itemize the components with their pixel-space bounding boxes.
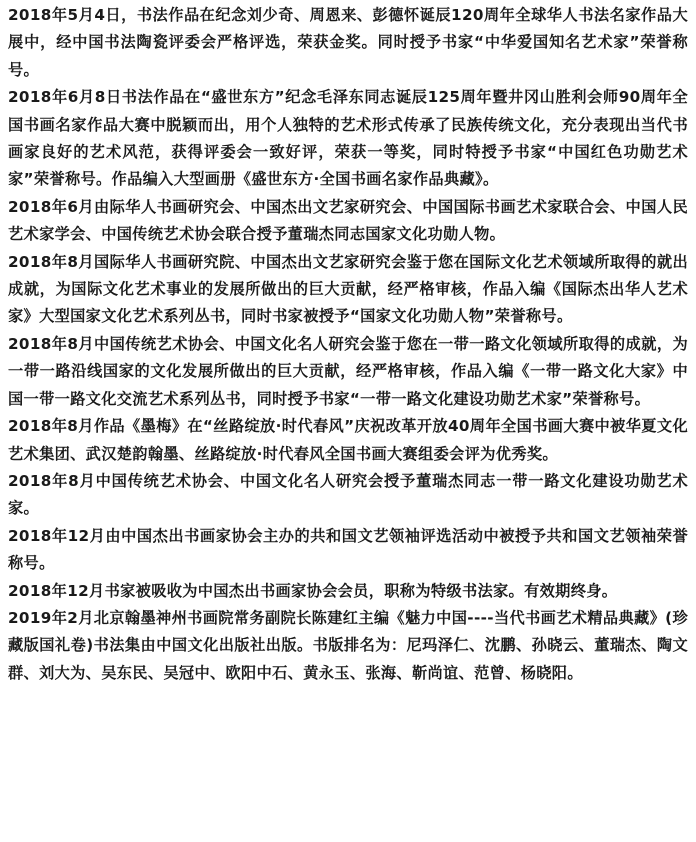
paragraph-2018-08-mo-mei: 2018年8月作品《墨梅》在“丝路绽放·时代春风”庆祝改革开放40周年全国书画大赛中被华夏文化艺术集团、武汉楚韵翰墨、丝路绽放·时代春风全国书画大赛组委会评为优秀奖。 — [8, 417, 688, 463]
paragraph-2018-05-award: 2018年5月4日，书法作品在纪念刘少奇、周恩来、彭德怀诞辰120周年全球华人书法名家作品大展中，经中国书法陶瓷评委会严格评选，荣获金奖。同时授予书家“中华爱国知名艺术家”荣誉称号。 — [8, 6, 688, 79]
paragraph-2018-12-membership: 2018年12月书家被吸收为中国杰出书画家协会会员，职称为特级书法家。有效期终身。 — [8, 581, 618, 600]
paragraph-2018-12-arts-leader: 2018年12月由中国杰出书画家协会主办的共和国文艺领袖评选活动中被授予共和国文艺领袖荣誉称号。 — [8, 526, 688, 573]
paragraph-2018-08-intl-artist: 2018年8月国际华人书画研究院、中国杰出文艺家研究会鉴于您在国际文化艺术领域所取得的就出成就，为国际文化艺术事业的发展所做出的巨大贡献，经严格审核，作品入编《国际杰出华人艺术家》大型国家文化艺术系列丛书，同时书家被授予“国家文化功勋人物”荣誉称号。 — [8, 252, 688, 326]
paragraph-2018-06-shengshi-dongfang: 2018年6月8日书法作品在“盛世东方”纪念毛泽东同志诞辰125周年暨井冈山胜利会师90周年全国书画名家作品大赛中脱颖而出，用个人独特的艺术形式传承了民族传统文化，充分表现出当代书画家良好的艺术风范，获得评委会一致好评，荣获一等奖，同时特授予书家“中国红色功勋艺术家”荣誉称号。作品编入大型画册《盛世东方·全国书画名家作品典藏》。 — [8, 88, 688, 189]
paragraph-2018-08-belt-road-master: 2018年8月中国传统艺术协会、中国文化名人研究会鉴于您在一带一路文化领域所取得的成就，为一带一路沿线国家的文化发展所做出的巨大贡献，经严格审核，作品入编《一带一路文化大家》中国一带一路文化交流艺术系列丛书，同时授予书家“一带一路文化建设功勋艺术家”荣誉称号。 — [8, 334, 688, 408]
paragraph-2018-08-belt-road-merit: 2018年8月中国传统艺术协会、中国文化名人研究会授予董瑞杰同志一带一路文化建设功勋艺术家。 — [8, 471, 688, 518]
paragraph-2018-06-cultural-merit: 2018年6月由际华人书画研究会、中国杰出文艺家研究会、中国国际书画艺术家联合会、中国人民艺术家学会、中国传统艺术协会联合授予董瑞杰同志国家文化功勋人物。 — [8, 197, 688, 244]
paragraph-2019-02-publication: 2019年2月北京翰墨神州书画院常务副院长陈建红主编《魅力中国----当代书画艺术精品典藏》(珍藏版国礼卷)书法集由中国文化出版社出版。书版排名为：尼玛泽仁、沈鹏、孙晓云、董瑞杰、陶文群、刘大为、吴东民、吴冠中、欧阳中石、黄永玉、张海、靳尚谊、范曾、杨晓阳。 — [8, 608, 688, 682]
